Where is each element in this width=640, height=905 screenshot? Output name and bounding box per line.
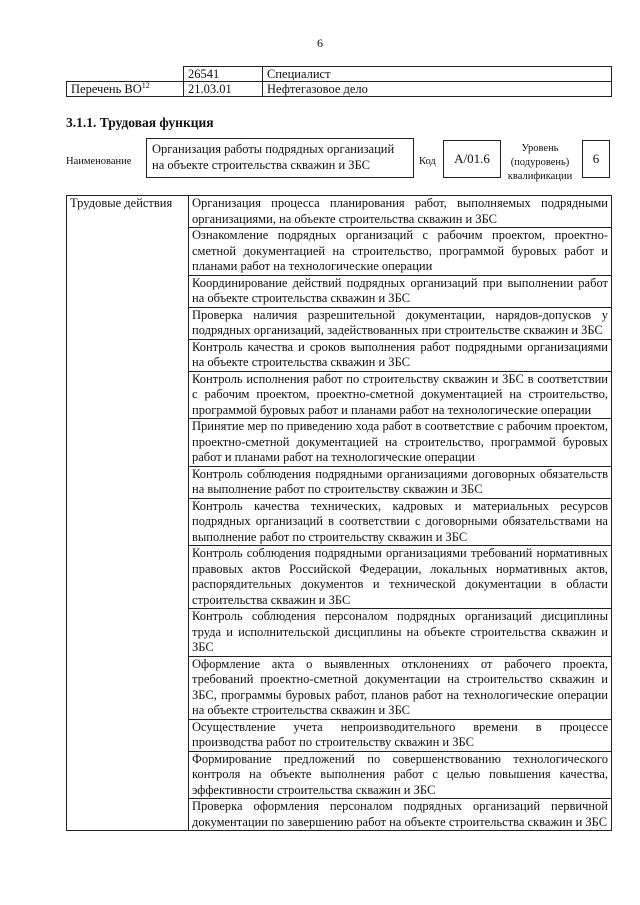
table-row: [67, 82, 612, 97]
labor-action-item: Оформление акта о выявленных отклонениях от рабочего проекта, требований проектно-сметной документации на строительство скважин и ЗБС, программы буровых работ, планов работ на технологические операции на объекте строительства скважин и ЗБС: [189, 656, 612, 719]
table-row: [67, 196, 612, 228]
labor-action-item: Контроль исполнения работ по строительству скважин и ЗБС в соответствии с рабочим проектом, проектно-сметной документацией на строительство, программой буровых работ и планами работ на технологические операции: [189, 371, 612, 419]
labor-action-item: Контроль соблюдения персоналом подрядных организаций дисциплины труда и исполнительской дисциплины на объекте строительства скважин и ЗБС: [189, 609, 612, 657]
okso-code: 26541: [184, 67, 263, 82]
labor-action-item: Ознакомление подрядных организаций с рабочим проектом, проектно-сметной документацией на строительство, программой буровых работ и планами работ на технологические операции: [189, 228, 612, 276]
labor-action-item: Формирование предложений по совершенствованию технологического контроля на объекте выполнения работ с целью повышения качества, эффективности строительства скважин и ЗБС: [189, 751, 612, 799]
labor-action-item: Проверка оформления персоналом подрядных организаций первичной документации по завершению работ на объекте строительства скважин и ЗБС: [189, 799, 612, 831]
function-code: A/01.6: [443, 140, 501, 178]
labor-actions-heading: Трудовые действия: [67, 196, 189, 831]
qualification-level: 6: [582, 140, 610, 178]
labor-action-item: Контроль соблюдения подрядными организациями договорных обязательств на выполнение работ по строительству скважин и ЗБС: [189, 466, 612, 498]
direction-name: Нефтегазовое дело: [263, 82, 612, 97]
section-title: 3.1.1. Трудовая функция: [66, 115, 214, 130]
education-table: [66, 66, 612, 97]
row-label: [67, 82, 184, 97]
direction-code: 21.03.01: [184, 82, 263, 97]
labor-action-item: Организация процесса планирования работ, выполняемых подрядными организациями, на объекте строительства скважин и ЗБС: [189, 196, 612, 228]
code-label: Код: [419, 156, 436, 167]
specialty-name: Специалист: [263, 67, 612, 82]
labor-action-item: Проверка наличия разрешительной документации, нарядов-допусков у подрядных организаций, задействованных при строительстве скважин и ЗБС: [189, 307, 612, 339]
labor-action-item: Контроль качества технических, кадровых и материальных ресурсов подрядных организаций в соответствии с договорными обязательствами на выполнение работ по строительству скважин и ЗБС: [189, 498, 612, 546]
labor-actions-body: [67, 196, 612, 831]
labor-action-item: Координирование действий подрядных организаций при выполнении работ на объекте строительства скважин и ЗБС: [189, 275, 612, 307]
labor-action-item: Контроль соблюдения подрядными организациями требований нормативных правовых актов Российской Федерации, локальных нормативных актов, распорядительных документов и технической документации в области строительства скважин и ЗБС: [189, 546, 612, 609]
row-label-text: Перечень ВО: [71, 82, 142, 96]
row-label: [67, 67, 184, 82]
labor-action-item: Принятие мер по приведению хода работ в соответствие с рабочим проектом, проектно-сметной документацией на строительство, программой буровых работ и планами работ на технологические операции: [189, 419, 612, 467]
footnote-marker: 12: [141, 80, 150, 90]
level-label: Уровень (подуровень) квалификации: [507, 143, 573, 182]
labor-actions-table: [66, 195, 612, 831]
name-label: Наименование: [66, 156, 132, 167]
function-name: Организация работы подрядных организаций на объекте строительства скважин и ЗБС: [146, 138, 414, 178]
table-row: [67, 67, 612, 82]
labor-action-item: Осуществление учета непроизводительного времени в процессе производства работ по строительству скважин и ЗБС: [189, 719, 612, 751]
labor-action-item: Контроль качества и сроков выполнения работ подрядными организациями на объекте строительства скважин и ЗБС: [189, 339, 612, 371]
page-number: 6: [317, 36, 323, 50]
